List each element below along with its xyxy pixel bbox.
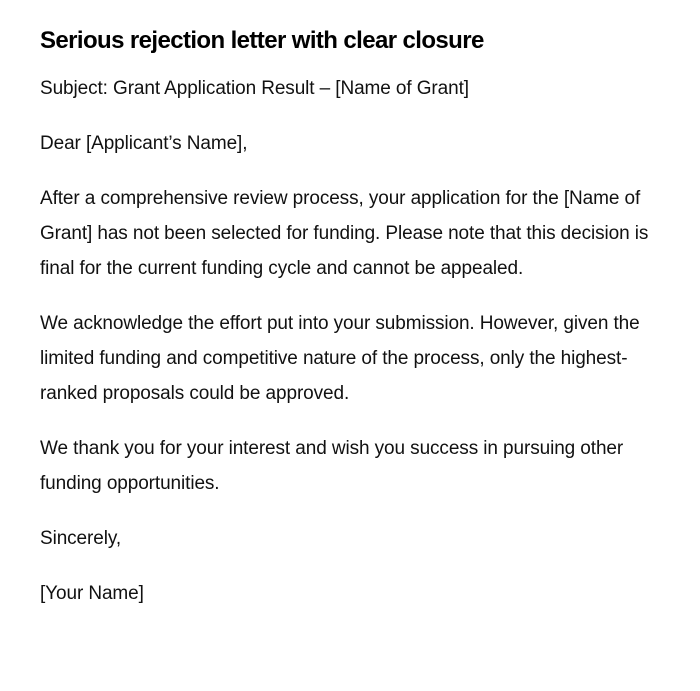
closing: Sincerely, — [40, 528, 122, 549]
signature: [Your Name] — [40, 583, 144, 604]
document-title: Serious rejection letter with clear closure — [40, 27, 484, 54]
body-paragraph-1: After a comprehensive review process, your application for the [Name of Grant] has not been selected for funding. Please note that this decision is final for the current funding cycle and cannot be appealed. — [40, 188, 649, 279]
salutation: Dear [Applicant’s Name], — [40, 133, 248, 154]
body-paragraph-3: We thank you for your interest and wish you success in pursuing other funding opportunities. — [40, 438, 624, 494]
subject-line: Subject: Grant Application Result – [Name of Grant] — [40, 78, 469, 99]
body-paragraph-2: We acknowledge the effort put into your submission. However, given the limited funding and competitive nature of the process, only the highest-ranked proposals could be approved. — [40, 313, 640, 404]
